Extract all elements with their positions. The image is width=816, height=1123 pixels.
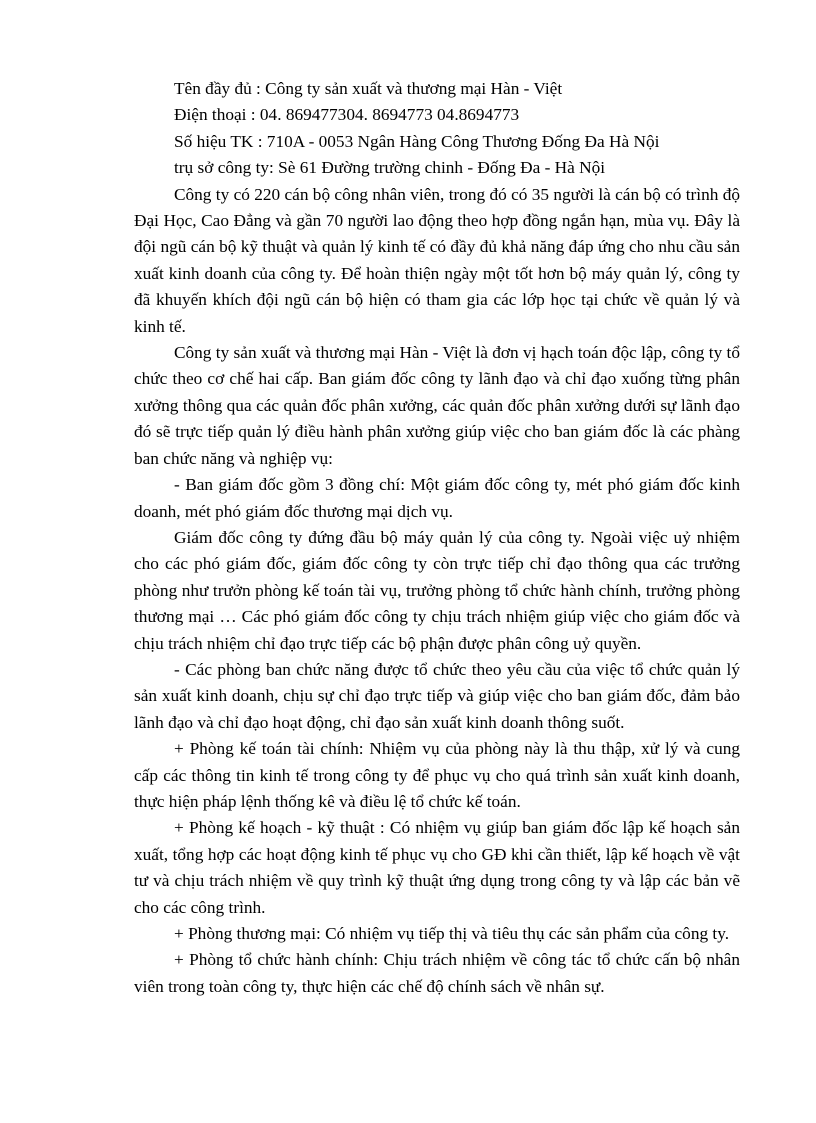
bank-account: Số hiệu TK : 710A - 0053 Ngân Hàng Công Thương Đống Đa Hà Nội bbox=[174, 131, 660, 151]
paragraph-administration-department: + Phòng tổ chức hành chính: Chịu trách nhiệm về công tác tổ chức cấn bộ nhân viên trong toàn công ty, thực hiện các chế độ chính sách về nhân sự. bbox=[134, 950, 740, 996]
paragraph-staff: Công ty có 220 cán bộ công nhân viên, trong đó có 35 người là cán bộ có trình độ Đại Học, Cao Đẳng và gần 70 người lao động theo hợp đồng ngắn hạn, mùa vụ. Đây là đội ngũ cán bộ kỹ thuật và quản lý kinh tế có đầy đủ khả năng đáp ứng cho nhu cầu sản xuất kinh doanh của công ty. Để hoàn thiện ngày một tốt hơn bộ máy quản lý, công ty đã khuyến khích đội ngũ cán bộ hiện có tham gia các lớp học tại chức về quản lý và kinh tế. bbox=[134, 184, 740, 336]
paragraph-finance-department: + Phòng kế toán tài chính: Nhiệm vụ của phòng này là thu thập, xử lý và cung cấp các thông tin kinh tế trong công ty để phục vụ cho quá trình sản xuất kinh doanh, thực hiện pháp lệnh thống kê và điều lệ tổ chức kế toán. bbox=[134, 739, 740, 811]
paragraph-board-of-directors: - Ban giám đốc gồm 3 đồng chí: Một giám đốc công ty, mét phó giám đốc kinh doanh, mét phó giám đốc thương mại dịch vụ. bbox=[134, 475, 740, 521]
head-office-address: trụ sở công ty: Sè 61 Đường trường chinh - Đống Đa - Hà Nội bbox=[174, 158, 606, 178]
paragraph-organization: Công ty sản xuất và thương mại Hàn - Việt là đơn vị hạch toán độc lập, công ty tổ chức theo cơ chế hai cấp. Ban giám đốc công ty lãnh đạo và chỉ đạo xuống từng phân xưởng thông qua các quản đốc phân xưởng, các quản đốc phân xưởng dưới sự lãnh đạo đó sẽ trực tiếp quản lý điều hành phân xưởng giúp việc cho ban giám đốc là các phàng ban chức năng và nghiệp vụ: bbox=[134, 343, 740, 468]
paragraph-commerce-department: + Phòng thương mại: Có nhiệm vụ tiếp thị và tiêu thụ các sản phẩm của công ty. bbox=[174, 924, 730, 943]
paragraph-planning-technical-department: + Phòng kế hoạch - kỹ thuật : Có nhiệm vụ giúp ban giám đốc lập kế hoạch sản xuất, tổng hợp các hoạt động kinh tế phục vụ cho GĐ khi cần thiết, lập kế hoạch về vật tư và chịu trách nhiệm về quy trình kỹ thuật ứng dụng trong công ty và lập các bản vẽ cho các công trình. bbox=[134, 818, 740, 917]
document-page bbox=[134, 76, 740, 1000]
company-full-name: Tên đầy đủ : Công ty sản xuất và thương mại Hàn - Việt bbox=[174, 79, 563, 98]
company-phone: Điện thoại : 04. 869477304. 8694773 04.8694773 bbox=[174, 105, 520, 125]
paragraph-functional-departments: - Các phòng ban chức năng được tổ chức theo yêu cầu của việc tổ chức quản lý sản xuất kinh doanh, chịu sự chỉ đạo trực tiếp và giúp việc cho ban giám đốc, đảm bảo lãnh đạo và chỉ đạo hoạt động, chỉ đạo sản xuất kinh doanh thông suốt. bbox=[134, 659, 740, 732]
paragraph-director-role: Giám đốc công ty đứng đầu bộ máy quản lý của công ty. Ngoài việc uỷ nhiệm cho các phó giám đốc, giám đốc công ty còn trực tiếp chỉ đạo thông qua các trưởng phòng như trưởn phòng kế toán tài vụ, trưởng phòng tổ chức hành chính, trưởng phòng thương mại … Các phó giám đốc công ty chịu trách nhiệm giúp việc cho giám đốc và chịu trách nhiệm chỉ đạo trực tiếp các bộ phận được phân công uỷ quyền. bbox=[134, 527, 740, 653]
